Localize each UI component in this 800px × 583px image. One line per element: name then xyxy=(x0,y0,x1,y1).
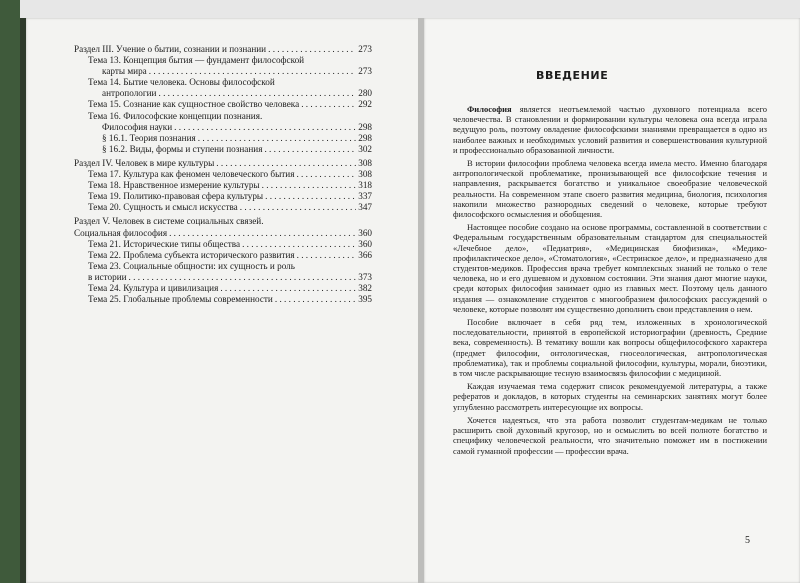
book-cover-edge xyxy=(0,0,20,583)
toc-entry-title: Тема 20. Сущность и смысл искусства xyxy=(88,202,238,213)
toc-entry xyxy=(74,261,372,272)
toc-entry-title: Раздел III. Учение о бытии, сознании и познании xyxy=(74,44,267,54)
toc-leader-dots xyxy=(198,133,356,144)
toc-page-number: 347 xyxy=(358,202,372,213)
toc-page-number: 366 xyxy=(358,249,372,260)
toc-leader-dots xyxy=(240,202,356,213)
toc-entry xyxy=(74,180,372,191)
toc-entry xyxy=(74,88,372,99)
toc-leader-dots xyxy=(169,228,356,239)
toc-entry-title: Тема 23. Социальные общности: их сущность и роль xyxy=(88,260,295,271)
introduction-text xyxy=(453,104,767,459)
toc-page-number: 280 xyxy=(358,88,372,99)
paragraph: В истории философии проблема человека всегда имела место. Именно благодаря антропологической проблематике, пронизывающей все философские течения и направления, раскрывается богатство и уникальное своеобразие человеческой реальности. На современном этапе своего развития медицина, биология, психология накопили множество разнородных сведений о человеке, которые требуют философского осмысления и обобщения. xyxy=(453,158,767,220)
toc-entry-title: Раздел IV. Человек в мире культуры xyxy=(74,157,215,168)
toc-entry xyxy=(74,158,372,169)
toc-page-number: 302 xyxy=(358,143,372,154)
toc-leader-dots xyxy=(220,283,356,294)
paragraph: Хочется надеяться, что эта работа позволит студентам-медикам не только расширить свой духовный кругозор, но и осмыслить во всей полноте богатство и специфику человеческой реальности, что значительно поможет им в постижении самой гуманной профессии — профессии врача. xyxy=(453,414,767,456)
toc-entry-title: Тема 16. Философские концепции познания. xyxy=(88,110,263,121)
toc-entry-title: Тема 13. Концепция бытия — фундамент философской xyxy=(88,55,305,66)
toc-entry-title: в истории xyxy=(88,271,127,282)
toc-entry-title: § 16.1. Теория познания xyxy=(102,132,196,143)
toc-page-number: 382 xyxy=(358,282,372,293)
scan-background xyxy=(0,0,800,18)
toc-page-number: 292 xyxy=(358,99,372,110)
toc-page-number: 308 xyxy=(358,157,372,168)
toc-entry-title: Тема 19. Политико-правовая сфера культуры xyxy=(88,191,264,202)
toc-entry-title: Социальная философия xyxy=(74,227,168,238)
toc-entry xyxy=(74,272,372,283)
toc-entry xyxy=(74,144,372,155)
toc-entry xyxy=(74,77,372,88)
toc-page-number: 360 xyxy=(358,227,372,238)
toc-page-number: 273 xyxy=(358,44,372,54)
toc-page-number: 337 xyxy=(358,191,372,202)
toc-entry xyxy=(74,169,372,180)
toc-leader-dots xyxy=(262,180,357,191)
toc-leader-dots xyxy=(242,239,356,250)
paragraph: Каждая изучаемая тема содержит список рекомендуемой литературы, а также рефератов и докладов, в которых студенты на семинарских занятиях могут более углубленно рассмотреть интересующие их вопросы. xyxy=(453,381,767,412)
toc-entry-title: Тема 22. Проблема субъекта исторического развития xyxy=(88,249,295,260)
toc-entry-title: Тема 24. Культура и цивилизация xyxy=(88,282,219,293)
toc-entry xyxy=(74,44,372,55)
toc-page-number: 373 xyxy=(358,271,372,282)
toc-entry xyxy=(74,191,372,202)
toc-entry xyxy=(74,55,372,66)
toc-leader-dots xyxy=(158,88,356,99)
toc-entry xyxy=(74,111,372,122)
toc-page-number: 308 xyxy=(358,169,372,180)
toc-entry xyxy=(74,239,372,250)
page-number: 5 xyxy=(745,535,750,546)
paragraph-text: является неотъемлемой частью духовного потенциала всего человечества. В становлении и формировании культуры человека она всегда играла ведущую роль, поэтому овладение философскими знаниями превращается в одно из наиболее важных и необходимых условий развития и совершенствования культурной и профессионально образованной личности. xyxy=(453,104,767,155)
toc-entry-title: Тема 18. Нравственное измерение культуры xyxy=(88,180,260,191)
toc-entry-title: Тема 14. Бытие человека. Основы философской xyxy=(88,77,275,88)
toc-leader-dots xyxy=(129,272,357,283)
toc-leader-dots xyxy=(149,66,356,77)
toc-leader-dots xyxy=(297,250,357,261)
toc-page-number: 273 xyxy=(358,66,372,77)
toc-entry-title: Тема 25. Глобальные проблемы современности xyxy=(88,294,273,305)
toc-leader-dots xyxy=(301,99,356,110)
toc-page-number: 395 xyxy=(358,294,372,305)
toc-entry-title: § 16.2. Виды, формы и ступени познания xyxy=(102,143,263,154)
toc-entry xyxy=(74,250,372,261)
toc-leader-dots xyxy=(264,144,356,155)
toc-entry-title: карты мира xyxy=(102,66,147,77)
toc-leader-dots xyxy=(265,191,356,202)
toc-entry xyxy=(74,283,372,294)
toc-entry xyxy=(74,66,372,77)
toc-entry xyxy=(74,294,372,305)
toc-leader-dots xyxy=(174,122,356,133)
toc-entry-title: Тема 15. Сознание как сущностное свойство человека xyxy=(88,99,300,110)
toc-entry-title: антропологии xyxy=(102,88,157,99)
toc-leader-dots xyxy=(268,44,356,55)
toc-entry xyxy=(74,122,372,133)
chapter-heading: ВВЕДЕНИЕ xyxy=(536,69,609,82)
toc-entry xyxy=(74,202,372,213)
paragraph xyxy=(453,104,767,155)
toc-page-number: 360 xyxy=(358,238,372,249)
toc-entry-title: Философия науки xyxy=(102,121,173,132)
toc-entry xyxy=(74,216,372,227)
toc-entry-title: Раздел V. Человек в системе социальных связей. xyxy=(74,216,264,227)
paragraph: Настоящее пособие создано на основе программы, составленной в соответствии с Федеральным государственным образовательным стандартом для специальностей «Лечебное дело», «Педиатрия», «Медицинская биофизика», «Медико-профилактическое дело», «Стоматология», «Сестринское дело», и предназначено для студентов-медиков. Профессия врача требует комплексных знаний не только о теле человека, но и его душевном и духовном состоянии. Эти знания дают многие науки, среди которых философия занимает одно из главных мест. Поэтому цель данного издания — ознакомление студентов с многообразием философских рассуждений о человеке, которые позволят им существенно дополнить свои представления о нем. xyxy=(453,222,767,314)
bold-term: Философия xyxy=(467,104,512,114)
toc-page-number: 318 xyxy=(358,180,372,191)
toc-leader-dots xyxy=(296,169,356,180)
toc-leader-dots xyxy=(275,294,356,305)
toc-page-number: 298 xyxy=(358,121,372,132)
paragraph: Пособие включает в себя ряд тем, изложенных в хронологической последовательности, принятой в европейской историографии (древность, Средние века, современность). В тематику вошли как вопросы общефилософского характера (предмет философии, онтологическая, гносеологическая, антропологическая проблематика), так и проблемы социальной философии, культуры, морали, биоэтики, в том числе раскрывающие тесную взаимосвязь философии с медициной. xyxy=(453,317,767,379)
table-of-contents xyxy=(74,44,372,305)
toc-leader-dots xyxy=(216,158,356,169)
toc-entry xyxy=(74,228,372,239)
toc-entry-title: Тема 17. Культура как феномен человеческого бытия xyxy=(88,169,295,180)
toc-page-number: 298 xyxy=(358,132,372,143)
toc-entry-title: Тема 21. Исторические типы общества xyxy=(88,238,241,249)
toc-entry xyxy=(74,99,372,110)
toc-entry xyxy=(74,133,372,144)
